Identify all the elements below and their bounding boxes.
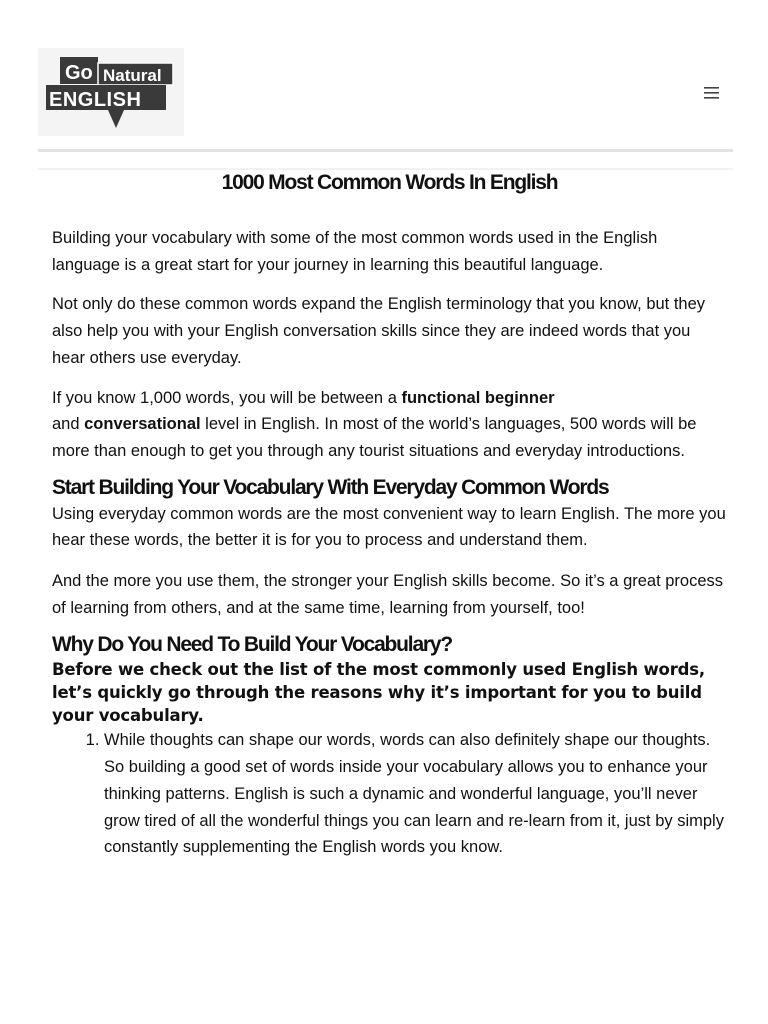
intro-paragraph-2: Not only do these common words expand the English terminology that you know, but they also help you with your English conversation skills since they are indeed words that you hear others use everyday. [52, 295, 706, 367]
section-heading-everyday-words: Start Building Your Vocabulary With Everyday Common Words [52, 475, 609, 499]
site-logo[interactable] [38, 48, 184, 136]
site-header [38, 48, 733, 150]
article-content [52, 168, 727, 861]
reasons-list [52, 727, 727, 861]
go-natural-english-logo [38, 48, 184, 136]
section1-paragraph-2: And the more you use them, the stronger your English skills become. So it’s a great process of learning from others, and at the same time, learning from yourself, too! [52, 572, 724, 617]
logo-english-text: ENGLISH [49, 89, 142, 111]
list-item: 1. While thoughts can shape our words, words can also definitely shape our thoughts. So building a good set of words inside your vocabulary allows you to enhance your thinking patterns. English is such a dynamic and wonderful language, you’ll never grow tired of all the wonderful things you can learn and re-learn from it, just by simply constantly supplementing the English words you know. [104, 727, 727, 861]
section2-subheading: Before we check out the list of the most commonly used English words, let’s quickly go through the reasons why it’s important for you to build your vocabulary. [52, 660, 705, 726]
logo-go-text: Go [65, 62, 93, 84]
logo-natural-text: Natural [103, 66, 162, 85]
p3-text-1: If you know 1,000 words, you will be between a [52, 388, 402, 407]
p3-text-3: level in English. In most of the world’s languages, 500 words will be more than enough to get you through any tourist situations and everyday introductions. [52, 415, 697, 460]
header-divider [38, 149, 733, 152]
intro-paragraph-1: Building your vocabulary with some of the most common words used in the English language is a great start for your journey in learning this beautiful language. [52, 229, 658, 274]
section-heading-why-build-vocabulary: Why Do You Need To Build Your Vocabulary? [52, 633, 453, 657]
hamburger-menu-icon[interactable] [702, 84, 722, 102]
section1-paragraph-1: Using everyday common words are the most convenient way to learn English. The more you hear these words, the better it is for you to process and understand them. [52, 504, 726, 550]
p3-text-2: and [52, 415, 85, 434]
article-title: 1000 Most Common Words In English [221, 171, 558, 194]
intro-paragraph-3 [52, 385, 727, 465]
p3-bold-conversational: conversational [84, 415, 201, 434]
p3-bold-functional-beginner: functional beginner [401, 388, 555, 407]
